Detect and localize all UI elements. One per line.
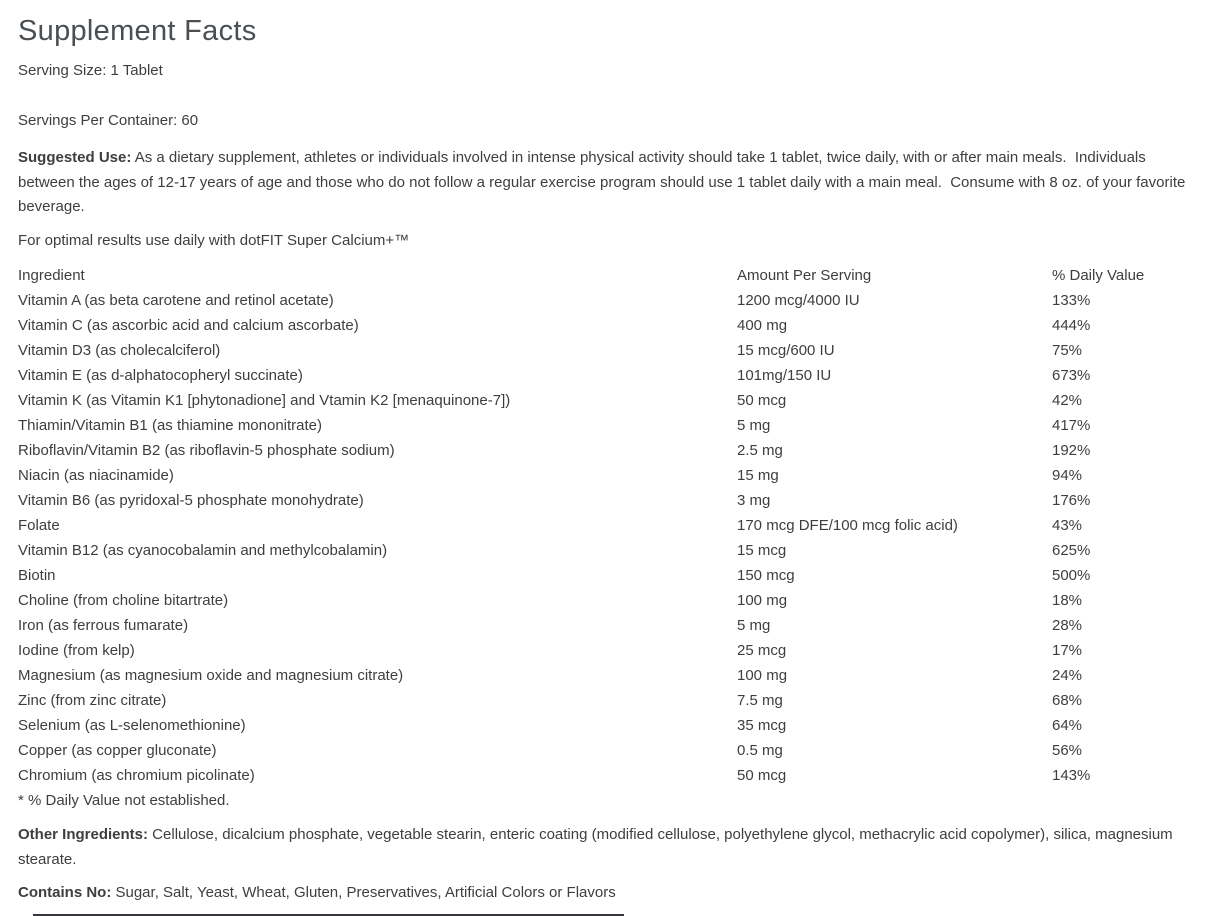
- table-header-row: [18, 263, 1190, 288]
- column-header-daily-value: % Daily Value: [1052, 266, 1145, 284]
- suggested-use-label: Suggested Use:: [18, 149, 132, 166]
- amount-per-serving-cell: 7.5 mg: [737, 691, 783, 709]
- ingredient-name-cell: Vitamin C (as ascorbic acid and calcium ascorbate): [18, 316, 359, 334]
- table-row: [18, 288, 1190, 313]
- table-row: [18, 363, 1190, 388]
- amount-per-serving-cell: 170 mcg DFE/100 mcg folic acid): [737, 516, 958, 534]
- ingredient-name-cell: Niacin (as niacinamide): [18, 466, 174, 484]
- amount-per-serving-cell: 2.5 mg: [737, 441, 783, 459]
- daily-value-cell: 18%: [1052, 591, 1083, 609]
- daily-value-cell: 94%: [1052, 466, 1083, 484]
- amount-per-serving-cell: 1200 mcg/4000 IU: [737, 291, 860, 309]
- other-ingredients-label: Other Ingredients:: [18, 825, 149, 843]
- contains-no-text: Sugar, Salt, Yeast, Wheat, Gluten, Preservatives, Artificial Colors or Flavors: [111, 883, 616, 901]
- optimal-results-note: For optimal results use daily with dotFIT Super Calcium+™: [18, 231, 410, 249]
- ingredient-name-cell: Vitamin B6 (as pyridoxal-5 phosphate monohydrate): [18, 491, 364, 509]
- table-row: [18, 538, 1190, 563]
- daily-value-cell: 56%: [1052, 741, 1083, 759]
- table-row: [18, 488, 1190, 513]
- servings-per-container: Servings Per Container: 60: [18, 112, 199, 129]
- table-row: [18, 638, 1190, 663]
- contains-no-paragraph: [18, 882, 1190, 903]
- daily-value-cell: 192%: [1052, 441, 1091, 459]
- ingredient-name-cell: Folate: [18, 516, 60, 534]
- ingredient-name-cell: Iodine (from kelp): [18, 641, 135, 659]
- amount-per-serving-cell: 3 mg: [737, 491, 771, 509]
- daily-value-cell: 673%: [1052, 366, 1091, 384]
- column-header-ingredient: Ingredient: [18, 266, 85, 284]
- amount-per-serving-cell: 100 mg: [737, 591, 788, 609]
- daily-value-cell: 28%: [1052, 616, 1083, 634]
- amount-per-serving-cell: 15 mg: [737, 466, 779, 484]
- ingredient-name-cell: Biotin: [18, 566, 56, 584]
- daily-value-cell: 42%: [1052, 391, 1083, 409]
- daily-value-footnote: * % Daily Value not established.: [18, 791, 230, 809]
- amount-per-serving-cell: 101mg/150 IU: [737, 366, 832, 384]
- ingredient-name-cell: Zinc (from zinc citrate): [18, 691, 167, 709]
- table-row: [18, 688, 1190, 713]
- daily-value-cell: 176%: [1052, 491, 1091, 509]
- amount-per-serving-cell: 50 mcg: [737, 391, 787, 409]
- amount-per-serving-cell: 150 mcg: [737, 566, 795, 584]
- table-row: [18, 338, 1190, 363]
- amount-per-serving-cell: 35 mcg: [737, 716, 787, 734]
- amount-per-serving-cell: 5 mg: [737, 416, 771, 434]
- daily-value-cell: 64%: [1052, 716, 1083, 734]
- ingredient-name-cell: Copper (as copper gluconate): [18, 741, 217, 759]
- ingredient-name-cell: Magnesium (as magnesium oxide and magnesium citrate): [18, 666, 404, 684]
- amount-per-serving-cell: 25 mcg: [737, 641, 787, 659]
- page-title: Supplement Facts: [18, 15, 257, 47]
- table-row: [18, 663, 1190, 688]
- table-row: [18, 413, 1190, 438]
- table-row: [18, 738, 1190, 763]
- table-row: [18, 463, 1190, 488]
- daily-value-cell: 143%: [1052, 766, 1091, 784]
- daily-value-cell: 24%: [1052, 666, 1083, 684]
- daily-value-cell: 500%: [1052, 566, 1091, 584]
- table-row: [18, 438, 1190, 463]
- other-ingredients-text: Cellulose, dicalcium phosphate, vegetable stearin, enteric coating (modified cellulose, polyethylene glycol, methacrylic acid copolymer), silica, magnesium stearate.: [18, 825, 1177, 868]
- amount-per-serving-cell: 100 mg: [737, 666, 788, 684]
- ingredient-name-cell: Selenium (as L-selenomethionine): [18, 716, 246, 734]
- table-row: [18, 613, 1190, 638]
- table-row: [18, 313, 1190, 338]
- amount-per-serving-cell: 15 mcg/600 IU: [737, 341, 835, 359]
- daily-value-cell: 68%: [1052, 691, 1083, 709]
- ingredient-name-cell: Vitamin B12 (as cyanocobalamin and methylcobalamin): [18, 541, 388, 559]
- serving-size: Serving Size: 1 Tablet: [18, 62, 163, 79]
- ingredient-name-cell: Iron (as ferrous fumarate): [18, 616, 189, 634]
- ingredient-name-cell: Choline (from choline bitartrate): [18, 591, 229, 609]
- amount-per-serving-cell: 15 mcg: [737, 541, 787, 559]
- daily-value-cell: 417%: [1052, 416, 1091, 434]
- ingredient-name-cell: Vitamin E (as d-alphatocopheryl succinate): [18, 366, 303, 384]
- amount-per-serving-cell: 5 mg: [737, 616, 771, 634]
- table-row: [18, 563, 1190, 588]
- ingredient-name-cell: Riboflavin/Vitamin B2 (as riboflavin-5 phosphate sodium): [18, 441, 395, 459]
- daily-value-cell: 444%: [1052, 316, 1091, 334]
- ingredient-name-cell: Chromium (as chromium picolinate): [18, 766, 255, 784]
- column-header-amount-per-serving: Amount Per Serving: [737, 266, 872, 284]
- ingredient-name-cell: Vitamin D3 (as cholecalciferol): [18, 341, 221, 359]
- table-row: [18, 588, 1190, 613]
- daily-value-cell: 75%: [1052, 341, 1083, 359]
- daily-value-cell: 133%: [1052, 291, 1091, 309]
- table-row: [18, 713, 1190, 738]
- table-row: [18, 513, 1190, 538]
- ingredient-name-cell: Vitamin A (as beta carotene and retinol acetate): [18, 291, 334, 309]
- contains-no-label: Contains No:: [18, 883, 112, 901]
- table-row: [18, 388, 1190, 413]
- suggested-use-text: As a dietary supplement, athletes or individuals involved in intense physical activity should take 1 tablet, twice daily, with or after main meals. Individuals between the ages of 12-17 years of age and those who do not follow a regular exercise program should use 1 tablet daily with a main meal. Consume with 8 oz. of your favorite beverage.: [18, 149, 1190, 215]
- daily-value-cell: 43%: [1052, 516, 1083, 534]
- amount-per-serving-cell: 400 mg: [737, 316, 788, 334]
- ingredients-table: [18, 263, 1190, 813]
- ingredient-name-cell: Thiamin/Vitamin B1 (as thiamine mononitrate): [18, 416, 323, 434]
- table-body: [18, 288, 1190, 788]
- amount-per-serving-cell: 50 mcg: [737, 766, 787, 784]
- amount-per-serving-cell: 0.5 mg: [737, 741, 783, 759]
- other-ingredients-paragraph: [18, 822, 1190, 872]
- ingredient-name-cell: Vitamin K (as Vitamin K1 [phytonadione] and Vtamin K2 [menaquinone-7]): [18, 391, 511, 409]
- daily-value-cell: 17%: [1052, 641, 1083, 659]
- table-row: [18, 763, 1190, 788]
- daily-value-cell: 625%: [1052, 541, 1091, 559]
- suggested-use-paragraph: [18, 146, 1190, 220]
